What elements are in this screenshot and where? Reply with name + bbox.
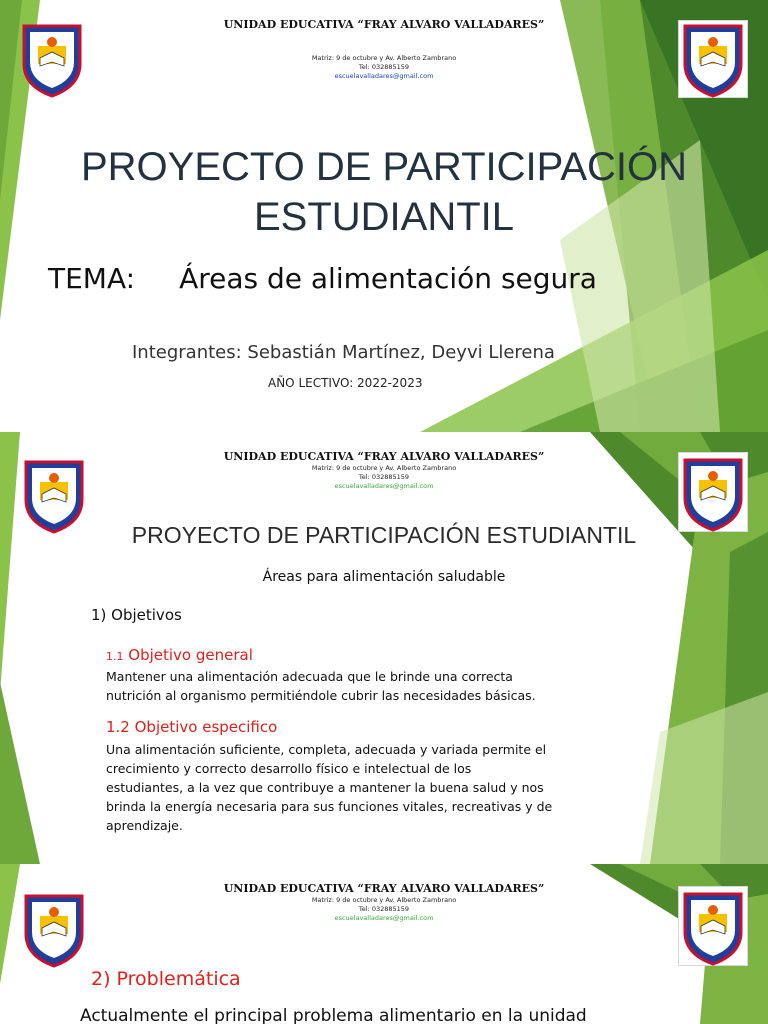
text-line: aprendizaje. <box>106 818 183 833</box>
text-line: Mantener una alimentación adecuada que le brinde una correcta <box>106 669 513 684</box>
tema-label: TEMA: <box>48 262 136 295</box>
text-line: brinda la energía necesaria para sus funciones vitales, recreativas y de <box>106 799 553 814</box>
section-objetivos: 1) Objetivos <box>91 606 182 624</box>
contact-info <box>0 896 768 923</box>
school-name: UNIDAD EDUCATIVA “FRAY ALVARO VALLADARES” <box>223 450 545 463</box>
address: Matriz: 9 de octubre y Av. Alberto Zambrano <box>311 896 457 904</box>
phone: Tel: 032885159 <box>358 473 410 481</box>
project-title-line-1: PROYECTO DE PARTICIPACIÓN <box>80 145 688 189</box>
tema-value: Áreas de alimentación segura <box>179 262 597 295</box>
text-line: crecimiento y correcto desarrollo físico e intelectual de los <box>106 761 472 776</box>
project-title: PROYECTO DE PARTICIPACIÓN ESTUDIANTIL <box>131 522 637 548</box>
objetivo-general-label: Objetivo general <box>128 646 253 664</box>
text-line: nutrición al organismo permitiéndole cubrir las necesidades básicas. <box>106 688 536 703</box>
school-name: UNIDAD EDUCATIVA “FRAY ALVARO VALLADARES” <box>223 882 545 895</box>
objetivo-general-heading <box>106 646 253 664</box>
phone: Tel: 032885159 <box>358 905 410 913</box>
slide-title <box>0 0 768 432</box>
project-title-line-2: ESTUDIANTIL <box>253 195 515 239</box>
subtitle: Áreas para alimentación saludable <box>262 569 506 585</box>
objetivo-especifico-heading: 1.2 Objetivo especifico <box>106 718 278 736</box>
objetivo-general-text <box>106 667 666 705</box>
problematica-text: Actualmente el principal problema alimentario en la unidad <box>80 1006 587 1024</box>
email: escuelavalladares@gmail.com <box>334 72 434 80</box>
objetivo-general-number: 1.1 <box>106 650 124 663</box>
slide-problematica <box>0 864 768 1024</box>
contact-info <box>0 464 768 491</box>
email: escuelavalladares@gmail.com <box>334 482 434 490</box>
phone: Tel: 032885159 <box>358 63 410 71</box>
integrantes: Integrantes: Sebastián Martínez, Deyvi Llerena <box>132 342 555 363</box>
project-title <box>40 142 728 242</box>
address: Matriz: 9 de octubre y Av. Alberto Zambrano <box>311 464 457 472</box>
anio-lectivo: AÑO LECTIVO: 2022-2023 <box>268 376 423 390</box>
email: escuelavalladares@gmail.com <box>334 914 434 922</box>
slide-objetivos <box>0 432 768 864</box>
tema <box>48 262 597 295</box>
section-problematica: 2) Problemática <box>91 968 241 990</box>
address: Matriz: 9 de octubre y Av. Alberto Zambrano <box>311 54 457 62</box>
text-line: estudiantes, a la vez que contribuye a mantener la buena salud y nos <box>106 780 544 795</box>
objetivo-especifico-text <box>106 740 666 835</box>
contact-info <box>0 54 768 81</box>
text-line: Una alimentación suficiente, completa, adecuada y variada permite el <box>106 742 547 757</box>
school-name: UNIDAD EDUCATIVA “FRAY ALVARO VALLADARES” <box>223 18 545 31</box>
